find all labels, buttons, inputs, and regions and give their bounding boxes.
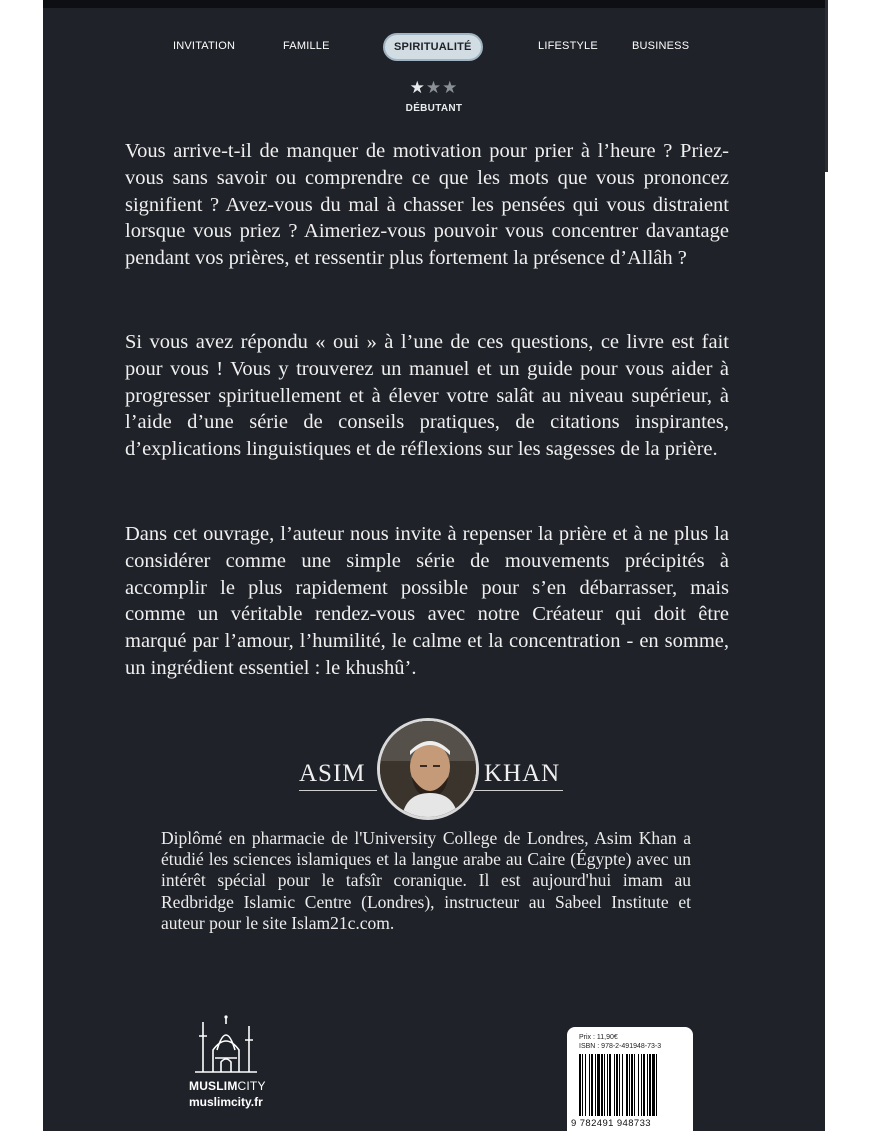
barcode-bar	[634, 1054, 635, 1116]
author-portrait	[377, 718, 479, 820]
barcode-bar	[629, 1054, 630, 1116]
category-invitation[interactable]: INVITATION	[173, 40, 236, 52]
category-spiritualite[interactable]: SPIRITUALITÉ	[383, 33, 483, 61]
author-bio: Diplômé en pharmacie de l'University College de Londres, Asim Khan a étudié les sciences islamiques et la langue arabe au Caire (Égypte) avec un intérêt spécial pour le tafsîr coranique. Il est aujourd'hui imam au Redbridge Islamic Centre (Londres), instructeur au Sabeel Institute et auteur pour le site Islam21c.com.	[161, 828, 691, 933]
barcode-bar	[616, 1054, 618, 1116]
top-bar	[43, 0, 825, 8]
barcode-bar	[591, 1054, 593, 1116]
difficulty-stars	[43, 78, 825, 98]
barcode-bar	[582, 1054, 583, 1116]
barcode-bar	[643, 1054, 645, 1116]
barcode-bar	[619, 1054, 620, 1116]
barcode-bar	[607, 1054, 608, 1116]
barcode-panel	[567, 1027, 693, 1131]
page-edge	[825, 0, 828, 172]
barcode-bar	[585, 1054, 586, 1116]
barcode-bar	[641, 1054, 642, 1116]
star-filled-icon: ★	[409, 78, 426, 97]
isbn-label: ISBN : 978-2-491948-73-3	[579, 1043, 662, 1050]
barcode-bar	[649, 1054, 651, 1116]
category-famille[interactable]: FAMILLE	[283, 40, 330, 52]
barcode-bar	[601, 1054, 603, 1116]
barcode-bar	[604, 1054, 605, 1116]
book-back-cover	[43, 0, 825, 1131]
barcode-bar	[579, 1054, 581, 1116]
star-empty-icon: ★	[442, 78, 459, 97]
difficulty-label: DÉBUTANT	[405, 103, 463, 114]
barcode-bar	[597, 1054, 600, 1116]
author-name-rule	[473, 790, 563, 791]
barcode-bar	[609, 1054, 611, 1116]
author-first-name: ASIM	[299, 760, 366, 787]
barcode-bar	[631, 1054, 633, 1116]
author-photo-icon	[380, 721, 476, 817]
author-last-name: KHAN	[484, 760, 561, 787]
publisher-name: MUSLIMCITY	[189, 1079, 266, 1093]
barcode-digits: 9 782491 948733	[571, 1118, 651, 1129]
barcode-bar	[622, 1054, 623, 1116]
mosque-logo-icon	[191, 1014, 261, 1076]
barcode-bar	[614, 1054, 615, 1116]
category-lifestyle[interactable]: LIFESTYLE	[538, 40, 598, 52]
description-paragraph-1: Vous arrive-t-il de manquer de motivation pour prier à l’heure ? Priez-vous sans savoir ou comprendre ce que les mots que vous prononcez signifient ? Avez-vous du mal à chasser les pensées qui vous distraient lorsque vous priez ? Aimeriez-vous pouvoir vous concentrer davantage pendant vos prières, et ressentir plus fortement la présence d’Allâh ?	[125, 140, 729, 270]
author-name-rule	[299, 790, 377, 791]
star-empty-icon: ★	[425, 78, 443, 97]
barcode-bar	[626, 1054, 628, 1116]
barcode-bars-icon	[579, 1054, 685, 1116]
barcode-bar	[652, 1054, 655, 1116]
barcode-bar	[647, 1054, 648, 1116]
barcode-bar	[589, 1054, 590, 1116]
publisher-url: muslimcity.fr	[189, 1095, 263, 1109]
category-business[interactable]: BUSINESS	[632, 40, 690, 52]
barcode-bar	[638, 1054, 639, 1116]
barcode-bar	[656, 1054, 657, 1116]
barcode-bar	[595, 1054, 596, 1116]
price-label: Prix : 11,90€	[579, 1034, 618, 1041]
description-paragraph-3: Dans cet ouvrage, l’auteur nous invite à repenser la prière et à ne plus la considérer comme une simple série de mouvements précipités à accomplir le plus rapidement possible pour s’en débarrasser, mais comme un véritable rendez-vous avec notre Créateur qui doit être marqué par l’amour, l’humilité, le calme et la concentration - en somme, un ingrédient essentiel : le khushû’.	[125, 523, 729, 679]
description-paragraph-2: Si vous avez répondu « oui » à l’une de ces questions, ce livre est fait pour vous ! Vous y trouverez un manuel et un guide pour vous aider à progresser spirituellement et à élever votre salât au niveau supérieur, à l’aide d’une série de conseils pratiques, de citations inspirantes, d’explications linguistiques et de réflexions sur les sagesses de la prière.	[125, 331, 729, 461]
